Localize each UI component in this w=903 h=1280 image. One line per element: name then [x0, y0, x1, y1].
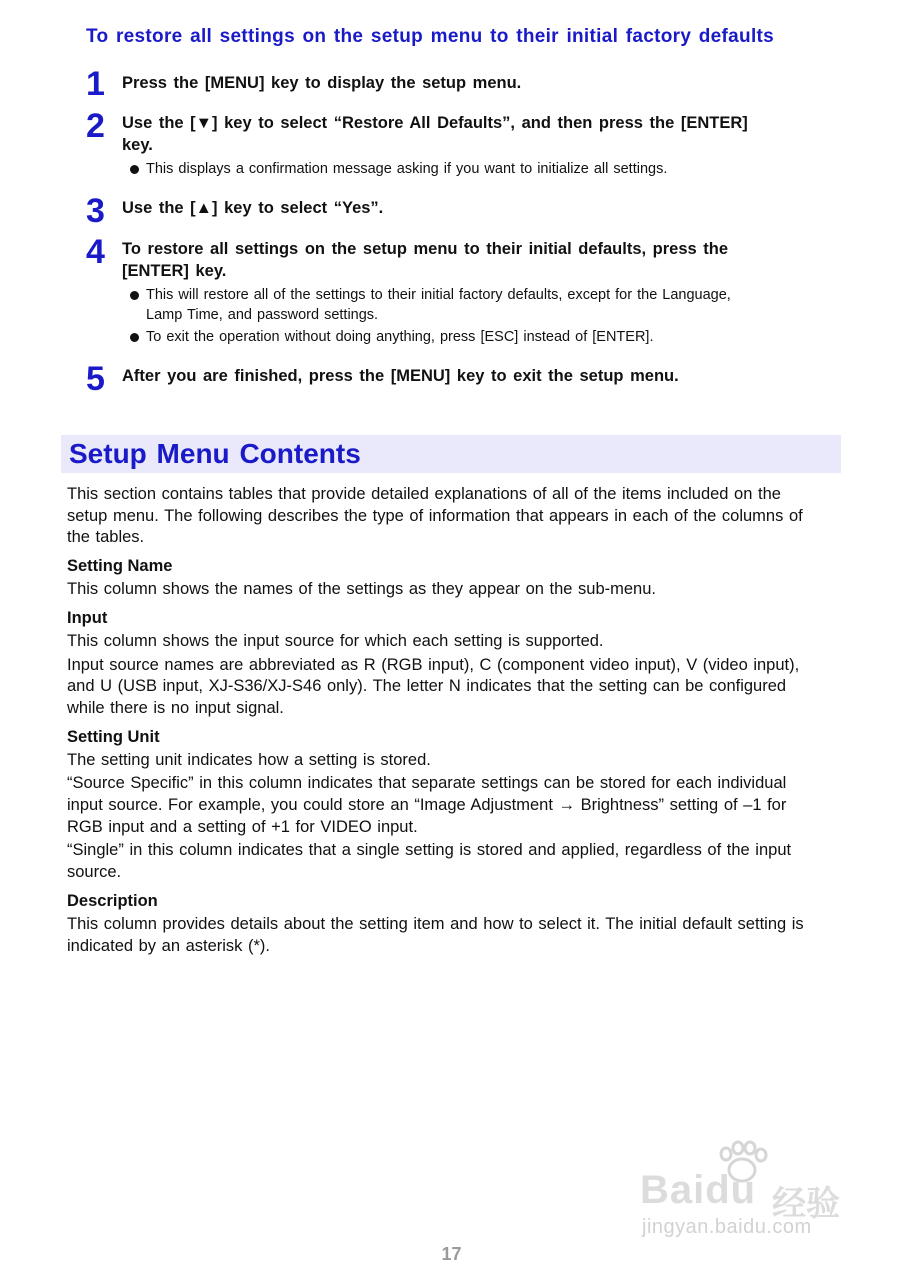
- step-number: 2: [86, 107, 105, 145]
- section-header: [61, 435, 841, 473]
- step-number: 1: [86, 65, 105, 103]
- setting-unit-paragraph: The setting unit indicates how a setting is stored.: [67, 750, 431, 769]
- description-heading: Description: [67, 891, 158, 910]
- list-item: To exit the operation without doing anything, press [ESC] instead of [ENTER].: [130, 327, 750, 347]
- setting-name-heading: Setting Name: [67, 557, 173, 576]
- step-4-bullets: [130, 285, 750, 349]
- watermark-logo: Baidu: [640, 1168, 757, 1212]
- step-number: 5: [86, 360, 105, 398]
- setting-unit-paragraph: “Source Specific” in this column indicates that separate settings can be stored for each individual input source. For example, you could store an “Image Adjustment → Brightness” setting of –1 for RGB input and a setting of +1 for VIDEO input.: [67, 774, 787, 836]
- step-text: Use the [▲] key to select “Yes”.: [122, 199, 384, 217]
- intro-paragraph: This section contains tables that provide detailed explanations of all of the items included on the setup menu. The following describes the type of information that appears in each of the columns of the tables.: [67, 485, 803, 547]
- description-paragraph: This column provides details about the setting item and how to select it. The initial default setting is indicated by an asterisk (*).: [67, 914, 804, 955]
- step-2-bullets: [130, 159, 750, 181]
- step-text: Press the [MENU] key to display the setup menu.: [122, 74, 522, 92]
- step-text: To restore all settings on the setup menu to their initial defaults, press the [ENTER] key.: [122, 240, 729, 280]
- step-text: Use the [▼] key to select “Restore All Defaults”, and then press the [ENTER] key.: [122, 114, 748, 154]
- step-number: 4: [86, 233, 105, 271]
- bullet-icon: [130, 165, 139, 174]
- input-paragraph: This column shows the input source for which each setting is supported.: [67, 631, 604, 650]
- bullet-icon: [130, 333, 139, 342]
- bullet-icon: [130, 291, 139, 300]
- setting-name-paragraph: This column shows the names of the settings as they appear on the sub-menu.: [67, 580, 656, 599]
- step-text: After you are finished, press the [MENU] key to exit the setup menu.: [122, 367, 679, 385]
- section-body: [67, 484, 812, 959]
- input-heading: Input: [67, 608, 108, 627]
- page-number: 17: [441, 1244, 462, 1264]
- setting-unit-heading: Setting Unit: [67, 727, 160, 746]
- baidu-watermark: [640, 1140, 860, 1250]
- section-title: Setup Menu Contents: [69, 438, 361, 469]
- input-paragraph: Input source names are abbreviated as R (RGB input), C (component video input), V (video input), and U (USB input, XJ-S36/XJ-S46 only). The letter N indicates that the setting can be configured while there is no input signal.: [67, 655, 800, 717]
- procedure-title: To restore all settings on the setup menu to their initial factory defaults: [86, 26, 775, 47]
- setting-unit-paragraph: “Single” in this column indicates that a single setting is stored and applied, regardless of the input source.: [67, 841, 792, 882]
- list-item: This will restore all of the settings to their initial factory defaults, except for the Language, Lamp Time, and password settings.: [130, 285, 750, 325]
- watermark-cn: 经验: [772, 1185, 840, 1223]
- watermark-url: jingyan.baidu.com: [642, 1216, 812, 1238]
- step-number: 3: [86, 192, 105, 230]
- list-item: This displays a confirmation message asking if you want to initialize all settings.: [130, 159, 750, 179]
